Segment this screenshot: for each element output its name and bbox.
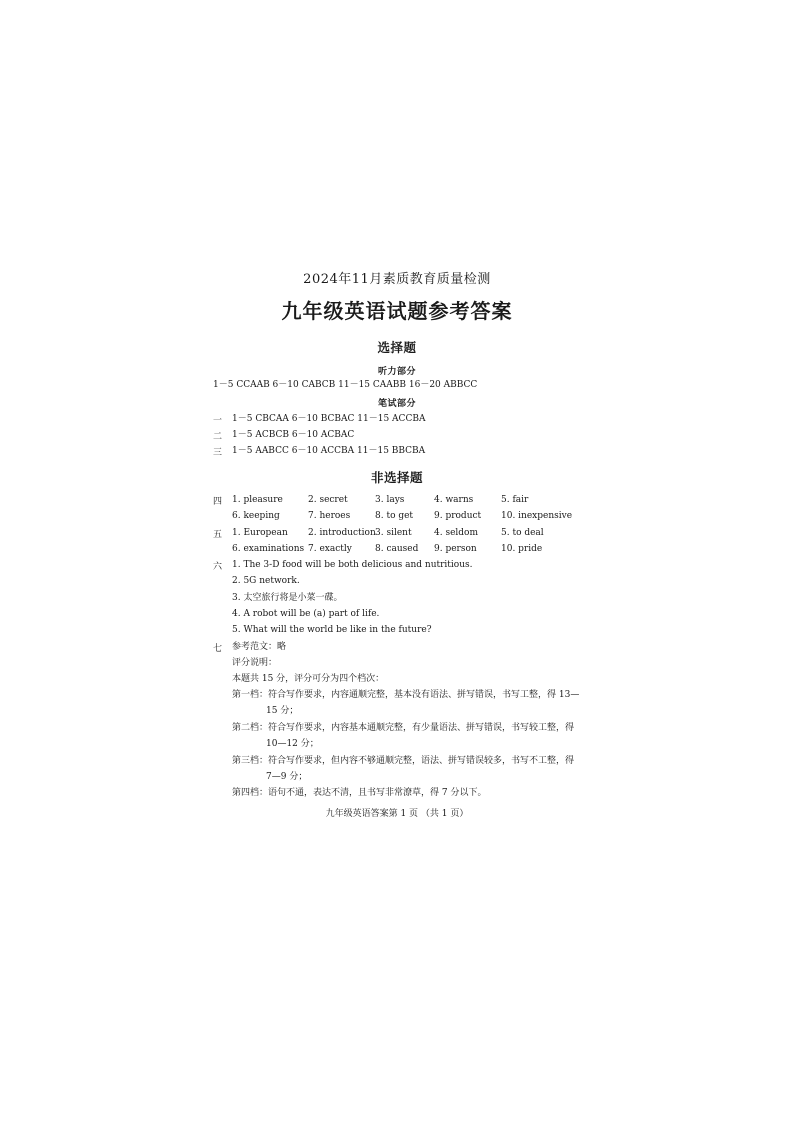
- scoring-line: 7—9 分；: [266, 772, 308, 782]
- answer-item: 2. introduction: [308, 528, 376, 538]
- written-answers-1: 1－5 CBCAA 6－10 BCBAC 11－15 ACCBA: [232, 414, 426, 424]
- written-answers-3: 1－5 AABCC 6－10 ACCBA 11－15 BBCBA: [232, 446, 426, 456]
- answer-item: 6. keeping: [232, 511, 280, 521]
- question-number-6: 六: [213, 562, 223, 572]
- answer-item: 2. secret: [308, 495, 348, 505]
- answer-item: 1. pleasure: [232, 495, 283, 505]
- section-title-choice: 选择题: [377, 340, 417, 355]
- scoring-line: 第二档：符合写作要求，内容基本通顺完整，有少量语法、拼写错误，书写较工整，得: [232, 723, 575, 733]
- translation-line: 2. 5G network.: [232, 576, 300, 586]
- question-number-1: 一: [213, 416, 223, 426]
- answer-item: 4. warns: [434, 495, 474, 505]
- scoring-heading: 评分说明：: [232, 658, 278, 668]
- scoring-line: 15 分；: [266, 706, 299, 716]
- answer-item: 8. to get: [375, 511, 414, 521]
- translation-line: 3. 太空旅行将是小菜一碟。: [232, 593, 343, 603]
- answer-item: 4. seldom: [434, 528, 478, 538]
- subsection-title-written: 笔试部分: [377, 399, 416, 409]
- question-number-7: 七: [213, 644, 223, 654]
- answer-item: 1. European: [232, 528, 288, 538]
- translation-line: 5. What will the world be like in the future?: [232, 625, 432, 635]
- section-title-nonchoice: 非选择题: [370, 470, 423, 485]
- answer-item: 5. fair: [501, 495, 529, 505]
- question-number-4: 四: [213, 497, 223, 507]
- scoring-line: 第四档：语句不通，表达不清，且书写非常潦草，得 7 分以下。: [232, 788, 487, 798]
- scoring-line: 10—12 分；: [266, 739, 319, 749]
- page-footer: 九年级英语答案第 1 页 （共 1 页）: [325, 809, 469, 819]
- answer-item: 5. to deal: [501, 528, 544, 538]
- answer-item: 3. silent: [375, 528, 412, 538]
- translation-line: 4. A robot will be (a) part of life.: [232, 609, 380, 619]
- listening-answers: 1－5 CCAAB 6－10 CABCB 11－15 CAABB 16－20 ABBCC: [213, 380, 478, 390]
- answer-item: 3. lays: [375, 495, 405, 505]
- answer-item: 8. caused: [375, 544, 419, 554]
- page-title: 九年级英语试题参考答案: [281, 299, 513, 323]
- scoring-line: 第三档：符合写作要求，但内容不够通顺完整，语法、拼写错误较多，书写不工整，得: [232, 756, 575, 766]
- answer-item: 9. person: [434, 544, 477, 554]
- question-number-2: 二: [213, 432, 223, 442]
- answer-item: 10. pride: [501, 544, 543, 554]
- scoring-line: 第一档：符合写作要求，内容通顺完整，基本没有语法、拼写错误，书写工整，得 13—: [232, 690, 580, 700]
- answer-item: 9. product: [434, 511, 482, 521]
- question-number-5: 五: [213, 530, 223, 540]
- written-answers-2: 1－5 ACBCB 6－10 ACBAC: [232, 430, 355, 440]
- answer-item: 7. heroes: [308, 511, 351, 521]
- translation-line: 1. The 3-D food will be both delicious and nutritious.: [232, 560, 473, 570]
- answer-item: 6. examinations: [232, 544, 305, 554]
- scoring-line: 本题共 15 分，评分可分为四个档次：: [232, 674, 385, 684]
- answer-item: 7. exactly: [308, 544, 352, 554]
- exam-date-title: 2024年11月素质教育质量检测: [303, 272, 491, 287]
- question-number-3: 三: [213, 448, 223, 458]
- answer-item: 10. inexpensive: [501, 511, 573, 521]
- writing-reference: 参考范文：略: [232, 642, 287, 652]
- subsection-title-listening: 听力部分: [377, 367, 416, 377]
